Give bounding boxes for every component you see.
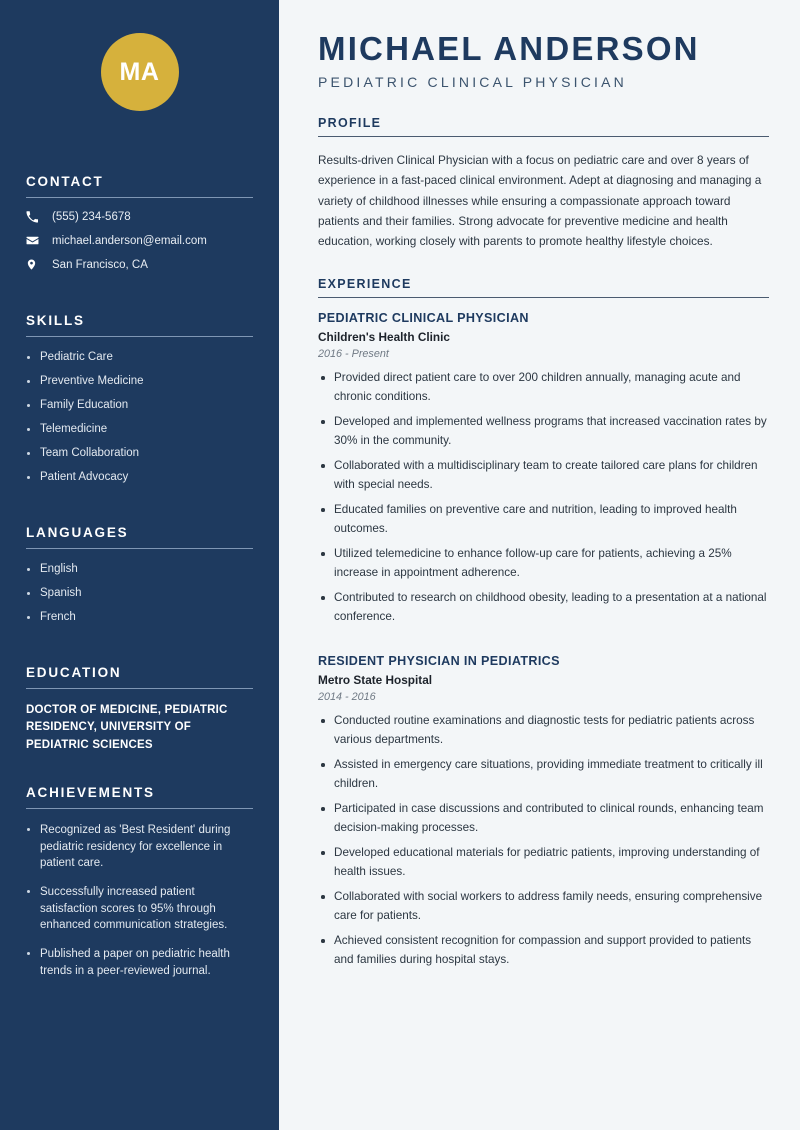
skills-section [0,313,279,486]
contact-phone-value: (555) 234-5678 [52,211,131,223]
page-title: MICHAEL ANDERSON [318,30,700,67]
list-item: Participated in case discussions and contributed to clinical rounds, enhancing team decision-making processes. [318,800,769,837]
contact-email-value: michael.anderson@email.com [52,234,207,247]
list-item: Developed and implemented wellness programs that increased vaccination rates by 30% in the community. [318,413,769,450]
contact-heading: CONTACT [26,174,104,189]
skills-list [26,350,253,486]
languages-list [26,562,253,626]
list-item: Developed educational materials for pediatric patients, improving understanding of health issues. [318,844,769,881]
education-heading: EDUCATION [26,665,122,681]
profile-divider [318,136,769,137]
list-item: Pediatric Care [26,350,253,366]
list-item: Spanish [26,586,253,602]
avatar-container [0,0,279,121]
experience-heading: EXPERIENCE [318,277,412,292]
experience-dates: 2014 - 2016 [318,691,376,704]
contact-section [0,174,279,271]
languages-section [0,525,279,626]
list-item: Published a paper on pediatric health trends in a peer-reviewed journal. [26,946,253,979]
contact-email-row[interactable] [26,234,253,247]
achievements-list [26,822,253,979]
list-item: Collaborated with a multidisciplinary team to create tailored care plans for children with special needs. [318,457,769,494]
list-item: Assisted in emergency care situations, providing immediate treatment to critically ill children. [318,756,769,793]
experience-company: Children's Health Clinic [318,330,450,345]
spacer [318,643,769,654]
envelope-icon [26,234,43,247]
languages-divider [26,548,253,549]
list-item: Telemedicine [26,422,253,438]
map-pin-icon [26,258,43,271]
list-item: French [26,610,253,626]
contact-location-row[interactable] [26,258,253,271]
list-item: Utilized telemedicine to enhance follow-up care for patients, achieving a 25% increase in appointment adherence. [318,545,769,582]
experience-company: Metro State Hospital [318,673,433,688]
list-item: Preventive Medicine [26,374,253,390]
achievements-divider [26,808,253,809]
sidebar [0,0,279,1130]
education-entry: DOCTOR OF MEDICINE, PEDIATRIC RESIDENCY, UNIVERSITY OF PEDIATRIC SCIENCES [26,704,228,751]
experience-entry [318,654,769,969]
list-item: Educated families on preventive care and nutrition, leading to improved health outcomes. [318,501,769,538]
list-item: Recognized as 'Best Resident' during pediatric residency for excellence in patient care. [26,822,253,872]
list-item: Achieved consistent recognition for compassion and support provided to patients and families during hospital stays. [318,932,769,969]
avatar-initials: MA [101,33,179,111]
experience-title: PEDIATRIC CLINICAL PHYSICIAN [318,311,529,326]
experience-bullets [318,712,769,969]
experience-title: RESIDENT PHYSICIAN IN PEDIATRICS [318,654,560,669]
spacer [0,494,279,525]
profile-text: Results-driven Clinical Physician with a focus on pediatric care and over 8 years of experience in a fast-paced clinical environment. Adept at diagnosing and managing a variety of childhood illnesses while ensuring a compassionate approach toward patients and their families. Strong advocate for preventive medicine and health education, working closely with parents to promote healthy lifestyle choices. [318,152,762,249]
experience-divider [318,297,769,298]
list-item: Patient Advocacy [26,470,253,486]
contact-divider [26,197,253,198]
list-item: English [26,562,253,578]
skills-heading: SKILLS [26,313,85,328]
achievements-heading: ACHIEVEMENTS [26,784,155,800]
list-item: Conducted routine examinations and diagnostic tests for pediatric patients across various departments. [318,712,769,749]
education-section [0,665,279,754]
experience-dates: 2016 - Present [318,348,389,361]
phone-icon [26,211,43,223]
list-item: Provided direct patient care to over 200 children annually, managing acute and chronic conditions. [318,369,769,406]
spacer [0,282,279,313]
experience-section [318,277,769,969]
list-item: Family Education [26,398,253,414]
list-item: Collaborated with social workers to address family needs, ensuring comprehensive care for patients. [318,888,769,925]
list-item: Successfully increased patient satisfaction scores to 95% through enhanced communication strategies. [26,884,253,934]
list-item: Team Collaboration [26,446,253,462]
profile-section [318,116,769,251]
spacer [0,754,279,785]
main-content [285,0,800,1130]
list-item: Contributed to research on childhood obesity, leading to a presentation at a national conference. [318,589,769,626]
job-role-subtitle: PEDIATRIC CLINICAL PHYSICIAN [318,73,627,90]
contact-phone-row[interactable] [26,211,253,223]
contact-location-value: San Francisco, CA [52,258,148,271]
skills-divider [26,336,253,337]
education-divider [26,688,253,689]
languages-heading: LANGUAGES [26,525,129,541]
experience-entry [318,311,769,626]
achievements-section [0,785,279,979]
profile-heading: PROFILE [318,115,382,130]
spacer [0,634,279,665]
experience-bullets [318,369,769,626]
